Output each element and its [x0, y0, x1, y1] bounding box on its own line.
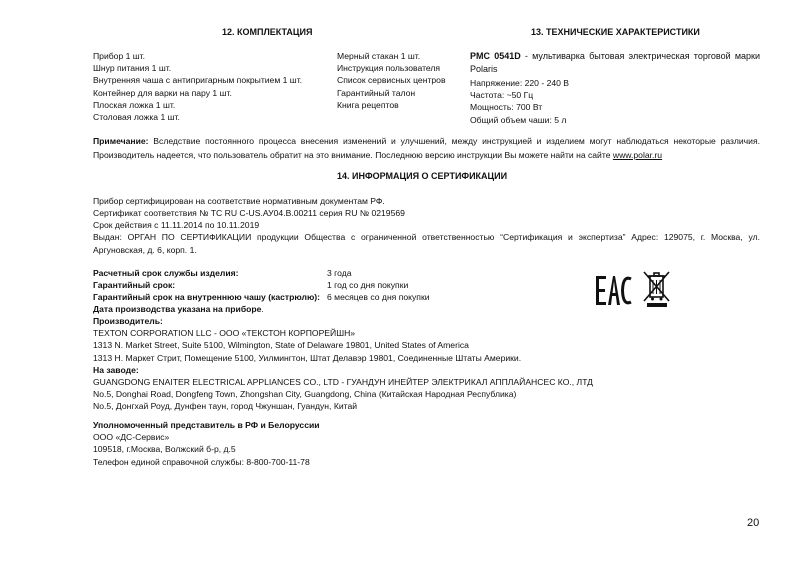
cert-issued: Выдан: ОРГАН ПО СЕРТИФИКАЦИИ продукции Общества с ограниченной ответственностью “Сертификация и экспертиза” Адрес: 129075, г. Москва, ул. Аргуновская, д. 6, корп. 1.	[93, 232, 760, 255]
factory-label: На заводе:	[93, 364, 139, 375]
list-item: Шнур питания 1 шт.	[93, 63, 172, 74]
cert-lines	[93, 195, 405, 232]
note-text: Вследствие постоянного процесса внесения изменений и улучшений, между инструкцией и изделием могут наблюдаться некоторые различия. Производитель надеется, что пользователь обратит на это внимание. Последнюю версию инструкции Вы можете найти на сайте	[93, 136, 760, 160]
list-item: Книга рецептов	[337, 99, 399, 110]
section-12-title: 12. КОМПЛЕКТАЦИЯ	[222, 27, 313, 37]
spec-frequency: Частота: ~50 Гц	[470, 90, 534, 101]
production-date: Дата производства указана на приборе.	[93, 304, 264, 314]
list-item: Инструкция пользователя	[337, 63, 441, 74]
model-description	[470, 50, 760, 76]
specs-block	[470, 50, 760, 126]
cert-line: Сертификат соответствия № TC RU C-US.АУ04.В.00211 серия RU № 0219569	[93, 208, 405, 219]
list-item: Гарантийный талон	[337, 87, 416, 98]
term-value: 6 месяцев со дня покупки	[327, 292, 430, 302]
list-item: Внутренняя чаша с антипригарным покрытием 1 шт.	[93, 75, 303, 86]
term-label: Гарантийный срок на внутреннюю чашу (кастрюлю):	[93, 292, 321, 302]
factory-line: No.5, Donghai Road, Dongfeng Town, Zhongshan City, Guangdong, China (Китайская Народная Республика)	[93, 389, 517, 400]
page-number: 20	[747, 517, 760, 529]
term-label: Гарантийный срок:	[93, 280, 176, 290]
section-14-title: 14. ИНФОРМАЦИЯ О СЕРТИФИКАЦИИ	[337, 171, 508, 181]
section-13-title: 13. ТЕХНИЧЕСКИЕ ХАРАКТЕРИСТИКИ	[531, 27, 700, 37]
komplekt-left-list	[93, 50, 302, 123]
representative-label: Уполномоченный представитель в РФ и Белоруссии	[93, 420, 320, 430]
representative-line: 109518, г.Москва, Волжский б-р, д.5	[93, 444, 236, 455]
term-label: Расчетный срок службы изделия:	[93, 268, 239, 278]
spec-volume: Общий объем чаши: 5 л	[470, 114, 567, 125]
term-row	[93, 279, 513, 291]
model-name: PMC 0541D	[470, 51, 521, 61]
manufacturer-block	[93, 315, 593, 413]
term-row	[93, 291, 513, 303]
list-item: Контейнер для варки на пару 1 шт.	[93, 87, 232, 98]
model-desc: - мультиварка бытовая электрическая торговой марки Polaris	[470, 51, 760, 74]
eac-mark	[596, 276, 632, 307]
representative-line: Телефон единой справочной службы: 8-800-700-11-78	[93, 456, 310, 467]
list-item: Прибор 1 шт.	[93, 51, 146, 61]
list-item: Столовая ложка 1 шт.	[93, 112, 180, 123]
factory-line: GUANGDONG ENAITER ELECTRICAL APPLIANCES CO., LTD - ГУАНДУН ИНЕЙТЕР ЭЛЕКТРИКАЛ АППЛАЙАНСЕС КО., ЛТД	[93, 377, 593, 388]
spec-voltage: Напряжение: 220 - 240 В	[470, 78, 570, 88]
note-paragraph	[93, 135, 760, 162]
cert-line: Прибор сертифицирован на соответствие нормативным документам РФ.	[93, 196, 385, 206]
spec-power: Мощность: 700 Вт	[470, 102, 543, 113]
komplekt-right-list	[337, 50, 446, 111]
crossed-out-bin-icon	[642, 270, 672, 310]
eac-logo	[596, 276, 632, 305]
list-item: Мерный стакан 1 шт.	[337, 51, 421, 61]
term-value: 1 год со дня покупки	[327, 280, 409, 290]
manufacturer-line: TEXTON CORPORATION LLC - ООО «ТЕКСТОН КОРПОРЕЙШН»	[93, 328, 356, 339]
cert-line: Срок действия с 11.11.2014 по 10.11.2019	[93, 220, 260, 231]
list-item: Список сервисных центров	[337, 75, 446, 86]
term-value: 3 года	[327, 268, 352, 278]
note-label: Примечание:	[93, 136, 149, 146]
representative-block	[93, 419, 320, 468]
representative-line: ООО «ДС-Сервис»	[93, 432, 170, 443]
term-row	[93, 267, 513, 279]
manufacturer-label: Производитель:	[93, 316, 163, 326]
manufacturer-line: 1313 Н. Маркет Стрит, Помещение 5100, Уилмингтон, Штат Делавэр 19801, Соединенные Штаты Америки.	[93, 352, 522, 363]
terms-block	[93, 267, 513, 315]
list-item: Плоская ложка 1 шт.	[93, 99, 176, 110]
manufacturer-line: 1313 N. Market Street, Suite 5100, Wilmington, State of Delaware 19801, United States of America	[93, 340, 469, 351]
factory-line: No.5, Донгхай Роуд, Дунфен таун, город Чжуншан, Гуандун, Китай	[93, 401, 358, 412]
site-link[interactable]: www.polar.ru	[612, 149, 663, 160]
